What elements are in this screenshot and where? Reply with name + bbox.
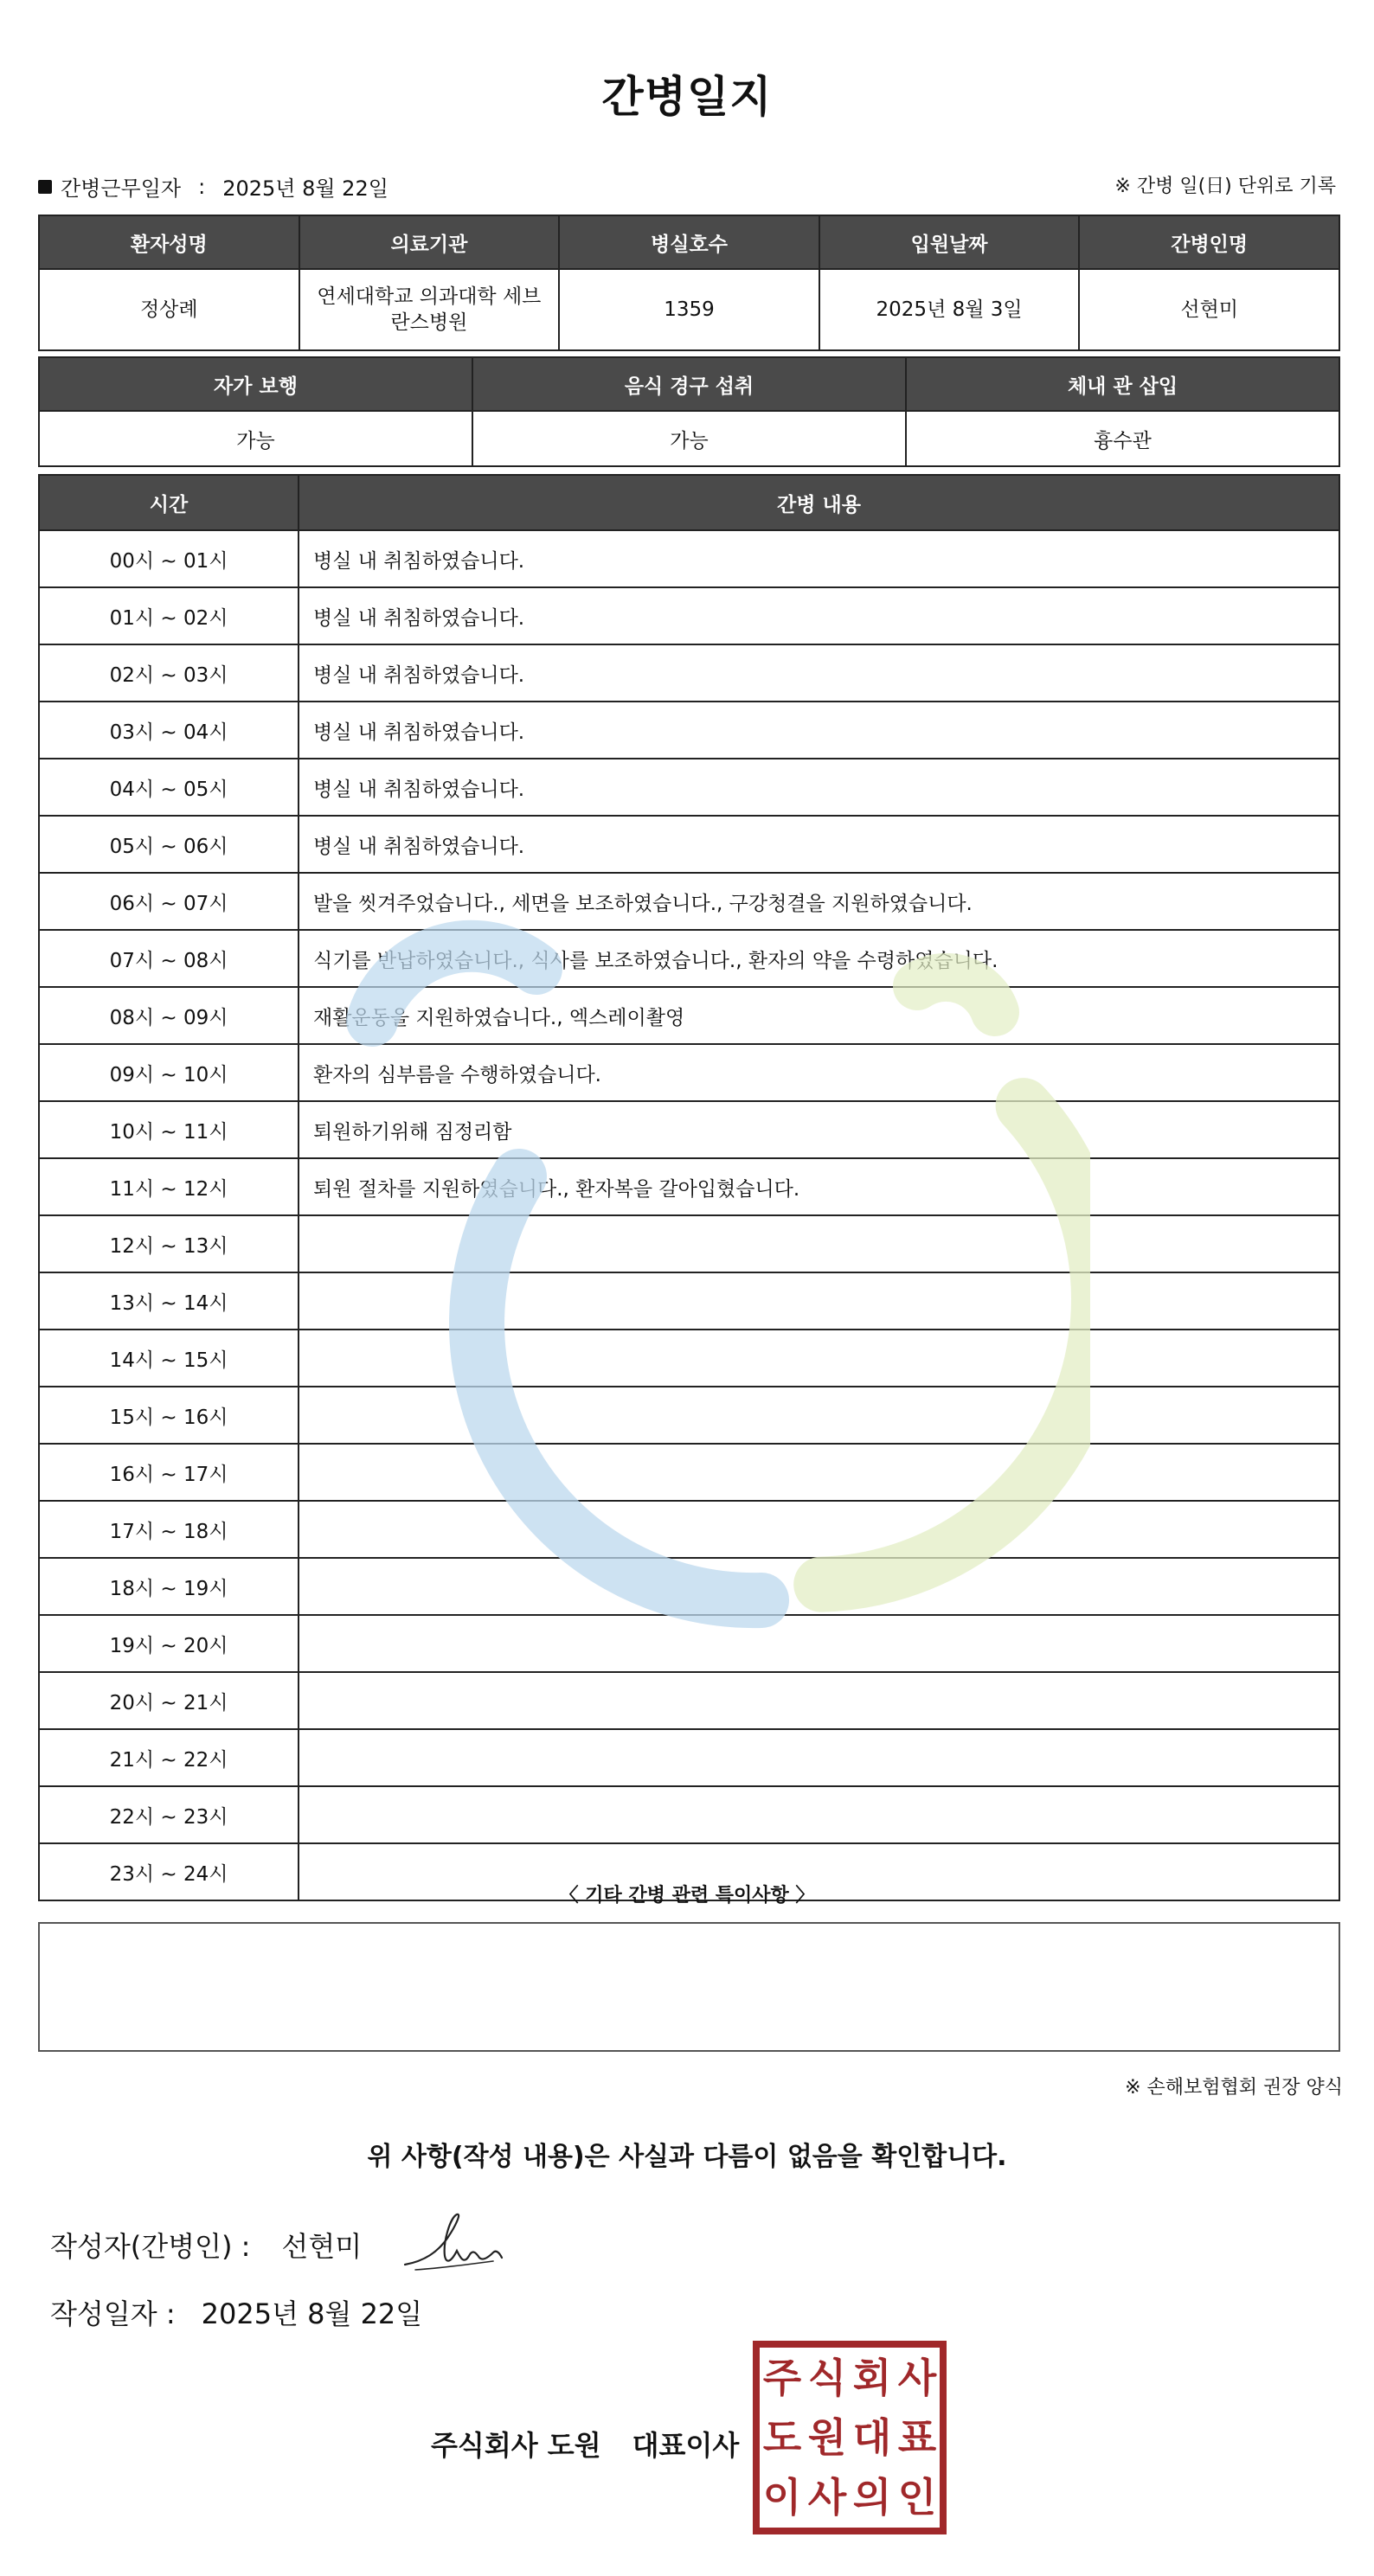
institution: 연세대학교 의과대학 세브란스병원: [299, 269, 560, 350]
log-content: [299, 1387, 1339, 1444]
log-header-row: [39, 475, 1339, 530]
log-time: 10시 ~ 11시: [39, 1101, 299, 1158]
room-number: 1359: [559, 269, 819, 350]
log-row: [39, 1501, 1339, 1558]
header-time: 시간: [39, 475, 299, 530]
seal-character: 사: [807, 2474, 847, 2522]
tube-value: 흉수관: [906, 411, 1339, 466]
written-date-row: [50, 2292, 422, 2332]
seal-character: 표: [897, 2413, 937, 2461]
log-time: 00시 ~ 01시: [39, 530, 299, 587]
header-admission-date: 입원날짜: [819, 215, 1080, 269]
seal-character: 주: [762, 2354, 802, 2401]
log-time: 04시 ~ 05시: [39, 759, 299, 816]
company-title: 대표이사: [632, 2429, 740, 2462]
log-row: [39, 816, 1339, 873]
log-row: [39, 930, 1339, 987]
header-care-content: 간병 내용: [299, 475, 1339, 530]
signature-icon: [398, 2208, 519, 2277]
log-time: 06시 ~ 07시: [39, 873, 299, 930]
log-row: [39, 1729, 1339, 1786]
log-content: 재활운동을 지원하였습니다., 엑스레이촬영: [299, 987, 1339, 1044]
log-row: [39, 1215, 1339, 1272]
log-row: [39, 987, 1339, 1044]
author-label: 작성자(간병인) :: [50, 2230, 251, 2263]
seal-character: 인: [897, 2474, 937, 2522]
work-date-separator: :: [198, 174, 206, 199]
log-content: [299, 1272, 1339, 1330]
log-content: 병실 내 취침하였습니다.: [299, 702, 1339, 759]
patient-status-table: [38, 356, 1340, 467]
info-value-row: [39, 269, 1339, 350]
log-time: 13시 ~ 14시: [39, 1272, 299, 1330]
log-time: 17시 ~ 18시: [39, 1501, 299, 1558]
work-date-label: 간병근무일자: [61, 176, 182, 201]
log-row: [39, 1786, 1339, 1843]
seal-character: 원: [807, 2413, 847, 2461]
log-row: [39, 1158, 1339, 1215]
header-tube: 체내 관 삽입: [906, 357, 1339, 411]
seal-character: 의: [852, 2474, 892, 2522]
caregiver-name: 선현미: [1079, 269, 1339, 350]
log-content: 병실 내 취침하였습니다.: [299, 587, 1339, 644]
written-date-value: 2025년 8월 22일: [201, 2297, 423, 2330]
log-content: 병실 내 취침하였습니다.: [299, 530, 1339, 587]
log-content: [299, 1786, 1339, 1843]
company-row: [431, 2424, 739, 2464]
log-row: [39, 702, 1339, 759]
seal-character: 사: [897, 2354, 937, 2401]
status-header-row: [39, 357, 1339, 411]
log-content: [299, 1615, 1339, 1672]
company-name: 주식회사 도원: [431, 2429, 601, 2462]
log-time: 01시 ~ 02시: [39, 587, 299, 644]
log-time: 05시 ~ 06시: [39, 816, 299, 873]
header-institution: 의료기관: [299, 215, 560, 269]
form-note: ※ 손해보험협회 권장 양식: [1125, 2077, 1343, 2099]
written-date-label: 작성일자 :: [50, 2297, 176, 2330]
log-time: 09시 ~ 10시: [39, 1044, 299, 1101]
header-oral-intake: 음식 경구 섭취: [472, 357, 906, 411]
work-date-value: 2025년 8월 22일: [222, 176, 388, 201]
log-time: 18시 ~ 19시: [39, 1558, 299, 1615]
log-row: [39, 587, 1339, 644]
log-content: [299, 1501, 1339, 1558]
log-content: [299, 1672, 1339, 1729]
log-time: 07시 ~ 08시: [39, 930, 299, 987]
header-walking: 자가 보행: [39, 357, 472, 411]
patient-name: 정상례: [39, 269, 299, 350]
confirmation-statement: 위 사항(작성 내용)은 사실과 다름이 없음을 확인합니다.: [367, 2142, 1007, 2172]
author-row: [50, 2225, 362, 2265]
log-content: 퇴원하기위해 짐정리함: [299, 1101, 1339, 1158]
log-time: 15시 ~ 16시: [39, 1387, 299, 1444]
work-date: [38, 171, 388, 202]
log-time: 11시 ~ 12시: [39, 1158, 299, 1215]
seal-character: 회: [852, 2354, 892, 2401]
log-time: 08시 ~ 09시: [39, 987, 299, 1044]
log-content: 병실 내 취침하였습니다.: [299, 816, 1339, 873]
unit-note: ※ 간병 일(日) 단위로 기록: [1114, 176, 1336, 197]
oral-intake-value: 가능: [472, 411, 906, 466]
seal-grid: [760, 2348, 940, 2528]
log-content: 병실 내 취침하였습니다.: [299, 644, 1339, 702]
care-log-table: [38, 474, 1340, 1901]
walking-value: 가능: [39, 411, 472, 466]
log-row: [39, 1387, 1339, 1444]
company-seal-icon: [753, 2341, 947, 2534]
log-row: [39, 1330, 1339, 1387]
log-time: 20시 ~ 21시: [39, 1672, 299, 1729]
log-row: [39, 759, 1339, 816]
info-header-row: [39, 215, 1339, 269]
author-name: 선현미: [281, 2230, 363, 2263]
admission-date: 2025년 8월 3일: [819, 269, 1080, 350]
log-time: 19시 ~ 20시: [39, 1615, 299, 1672]
log-content: [299, 1444, 1339, 1501]
log-row: [39, 1044, 1339, 1101]
log-time: 16시 ~ 17시: [39, 1444, 299, 1501]
log-time: 12시 ~ 13시: [39, 1215, 299, 1272]
meta-row: [38, 171, 1336, 201]
header-room: 병실호수: [559, 215, 819, 269]
log-row: [39, 873, 1339, 930]
patient-info-table: [38, 215, 1340, 351]
log-time: 02시 ~ 03시: [39, 644, 299, 702]
log-content: 병실 내 취침하였습니다.: [299, 759, 1339, 816]
page-title: 간병일지: [601, 72, 773, 122]
header-caregiver: 간병인명: [1079, 215, 1339, 269]
notes-title: 〈 기타 간병 관련 특이사항 〉: [559, 1885, 815, 1906]
header-patient-name: 환자성명: [39, 215, 299, 269]
log-content: [299, 1215, 1339, 1272]
notes-box: [38, 1922, 1340, 2052]
log-content: 환자의 심부름을 수행하였습니다.: [299, 1044, 1339, 1101]
log-content: 발을 씻겨주었습니다., 세면을 보조하였습니다., 구강청결을 지원하였습니다.: [299, 873, 1339, 930]
log-content: 퇴원 절차를 지원하였습니다., 환자복을 갈아입혔습니다.: [299, 1158, 1339, 1215]
log-row: [39, 1672, 1339, 1729]
seal-character: 대: [852, 2413, 892, 2461]
status-value-row: [39, 411, 1339, 466]
bullet-square-icon: [38, 180, 52, 194]
log-row: [39, 530, 1339, 587]
log-row: [39, 1558, 1339, 1615]
log-time: 03시 ~ 04시: [39, 702, 299, 759]
log-row: [39, 1444, 1339, 1501]
log-time: 21시 ~ 22시: [39, 1729, 299, 1786]
log-row: [39, 644, 1339, 702]
seal-character: 이: [762, 2474, 802, 2522]
log-time: 14시 ~ 15시: [39, 1330, 299, 1387]
log-time: 22시 ~ 23시: [39, 1786, 299, 1843]
log-content: [299, 1558, 1339, 1615]
seal-character: 식: [807, 2354, 847, 2401]
log-row: [39, 1272, 1339, 1330]
log-content: 식기를 반납하였습니다., 식사를 보조하였습니다., 환자의 약을 수령하였습니다.: [299, 930, 1339, 987]
log-row: [39, 1101, 1339, 1158]
log-time: 23시 ~ 24시: [39, 1843, 299, 1900]
log-content: [299, 1330, 1339, 1387]
log-content: [299, 1729, 1339, 1786]
seal-character: 도: [762, 2413, 802, 2461]
log-row: [39, 1615, 1339, 1672]
